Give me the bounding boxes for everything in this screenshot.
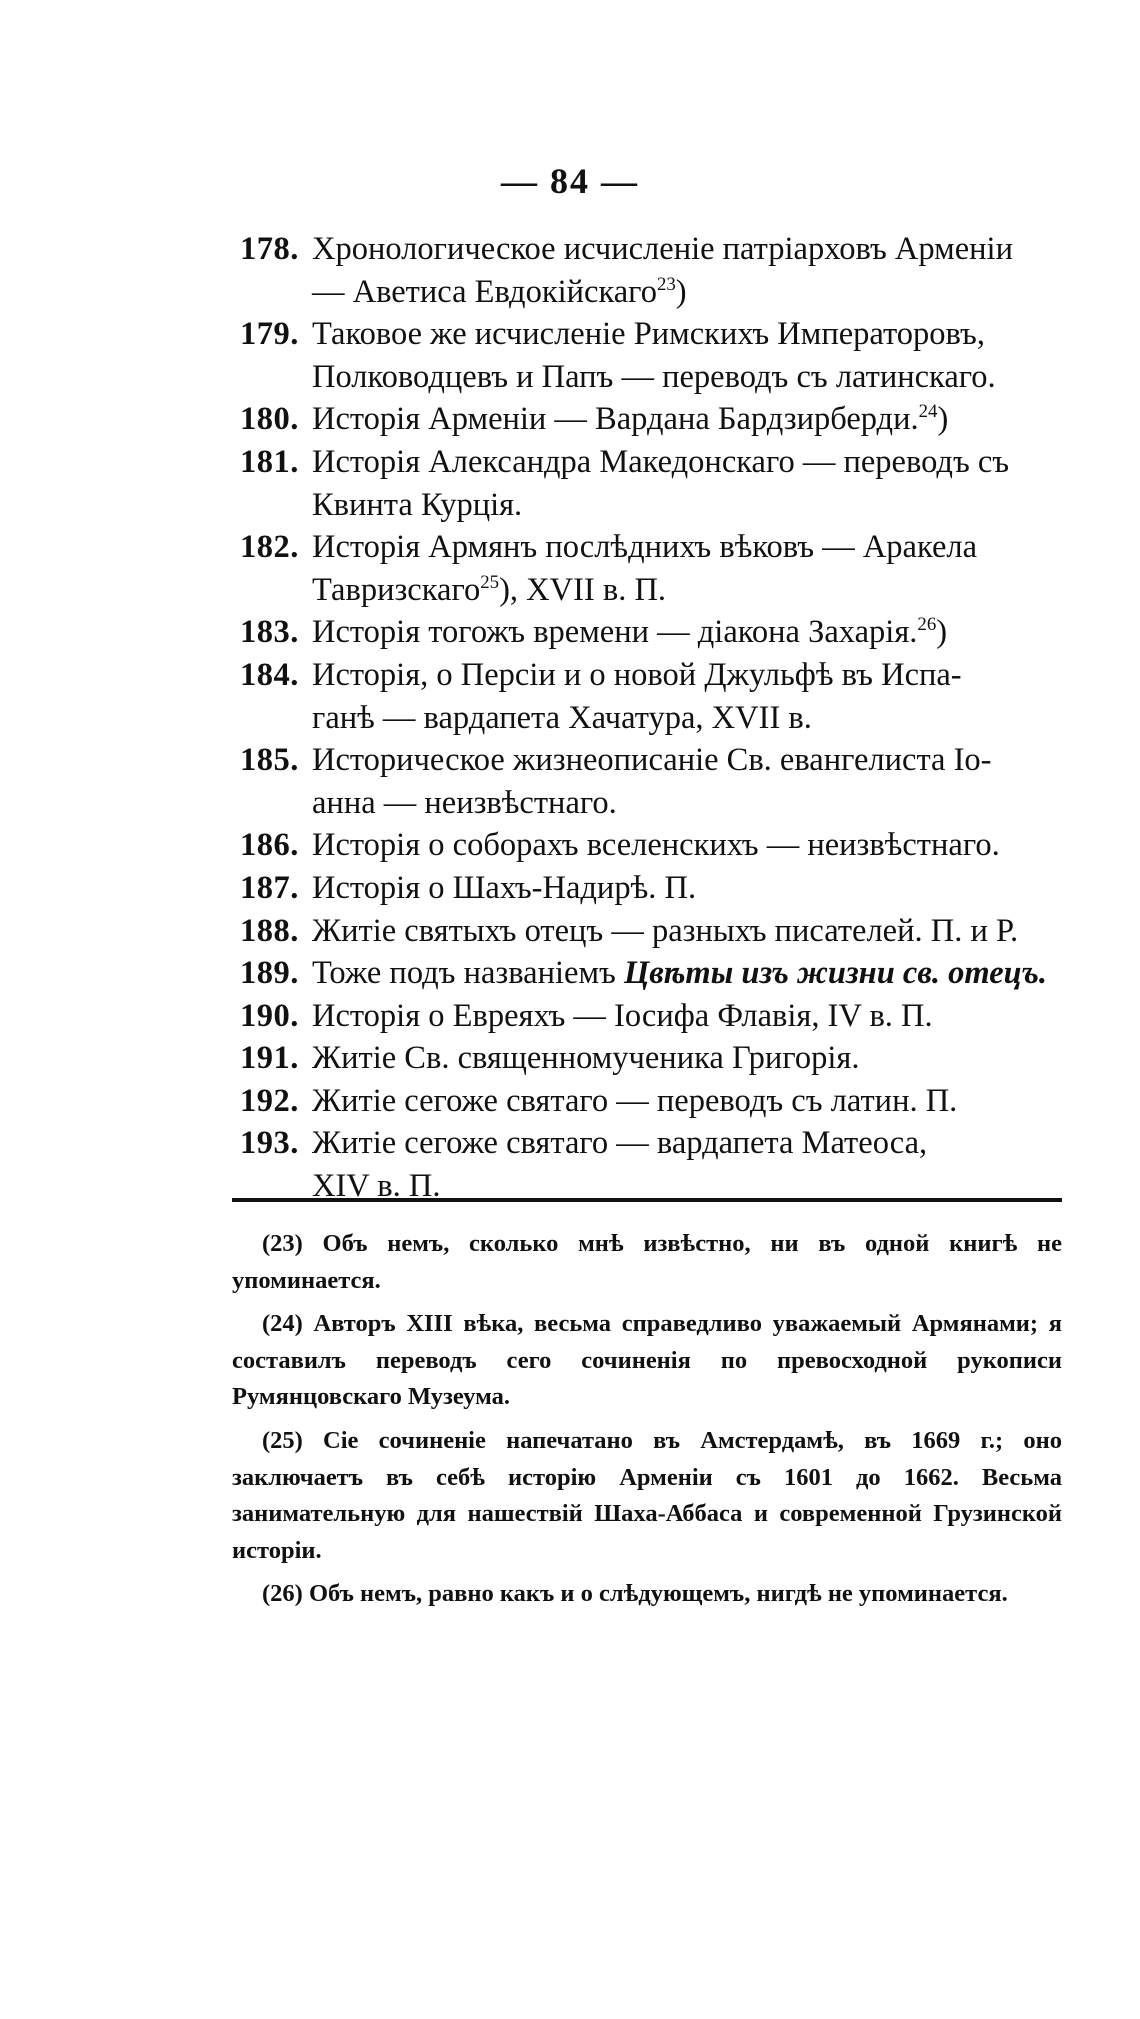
footnote-divider: [232, 1198, 1062, 1202]
entry-line-part: ): [937, 401, 949, 438]
entry-193: [240, 1122, 1070, 1207]
entry-line-continued: [312, 569, 1070, 612]
entry-text: [312, 611, 1070, 654]
entry-178: [240, 228, 1070, 313]
entry-number: 181.: [240, 443, 299, 480]
footnote-24: (24) Авторъ XIII вѣка, весьма справедливо уважаемый Армянами; я составилъ переводъ сего сочиненія по превосходной рукописи Румянцовскаго Музеума.: [232, 1310, 1062, 1411]
entry-line-part: ), XVII в. П.: [499, 571, 667, 608]
entry-line: Исторія Александра Македонскаго — переводъ съ: [312, 443, 1010, 480]
entry-text: Исторія о Евреяхъ — Іосифа Флавія, IV в. П.: [312, 997, 933, 1034]
entry-183: [240, 611, 1070, 654]
entry-number: 185.: [240, 742, 299, 779]
entry-192: [240, 1080, 1070, 1123]
catalog-entries: [240, 228, 1070, 1208]
entry-185: [240, 739, 1070, 824]
entry-text: [312, 313, 1070, 398]
entry-line: Исторія Армянъ послѣднихъ вѣковъ — Аракела: [312, 529, 978, 566]
entry-text: [312, 398, 1070, 441]
entry-line-part: Тавризскаго: [312, 571, 481, 608]
entry-line-continued: [312, 271, 1070, 314]
footnote-25: (25) Сіе сочиненіе напечатано въ Амстердамѣ, въ 1669 г.; оно заключаетъ въ себѣ исторію Арменіи съ 1601 до 1662. Весьма занимательную для нашествій Шаха-Аббаса и современной Грузинской исторіи.: [232, 1426, 1062, 1564]
entry-line-continued: Полководцевъ и Папъ — переводъ съ латинскаго.: [312, 358, 996, 395]
entry-186: [240, 824, 1070, 867]
entry-180: [240, 398, 1070, 441]
entry-184: [240, 654, 1070, 739]
entry-189: [240, 952, 1070, 995]
entry-line-part: ): [936, 614, 948, 651]
entry-text: [312, 1122, 1070, 1207]
entry-text: [312, 526, 1070, 611]
entry-text: Исторія о Шахъ-Надирѣ. П.: [312, 869, 697, 906]
entry-number: 187.: [240, 869, 299, 906]
entry-number: 179.: [240, 316, 299, 353]
entry-number: 190.: [240, 997, 299, 1034]
entry-number: 180.: [240, 401, 299, 438]
entry-187: [240, 867, 1070, 910]
entry-number: 184.: [240, 656, 299, 693]
entry-line-continued: XIV в. П.: [312, 1168, 441, 1205]
entry-text: Исторія о соборахъ вселенскихъ — неизвѣстнаго.: [312, 827, 1000, 864]
entry-182: [240, 526, 1070, 611]
entry-number: 182.: [240, 529, 299, 566]
entry-text: [312, 739, 1070, 824]
page-number: — 84 —: [501, 161, 639, 201]
entry-line-part: ): [675, 273, 687, 310]
entry-179: [240, 313, 1070, 398]
entry-line-part: — Аветиса Евдокійскаго: [312, 273, 657, 310]
entry-text: [312, 952, 1070, 995]
entry-number: 191.: [240, 1040, 299, 1077]
entry-number: 183.: [240, 614, 299, 651]
entry-number: 186.: [240, 827, 299, 864]
entry-188: [240, 910, 1070, 953]
entry-line: Тоже подъ названіемъ: [312, 955, 616, 992]
footnote-ref: 26: [917, 614, 937, 636]
entry-text: Житіе святыхъ отецъ — разныхъ писателей. П. и Р.: [312, 912, 1019, 949]
entry-line-continued: анна — неизвѣстнаго.: [312, 784, 617, 821]
entry-line-continued: ганѣ — вардапета Хачатура, XVII в.: [312, 699, 812, 736]
entry-number: 188.: [240, 912, 299, 949]
footnote-ref: 24: [918, 401, 938, 423]
entry-line: Хронологическое исчисленіе патріарховъ Арменіи: [312, 231, 1013, 267]
entry-line: Исторія тогожъ времени — діакона Захарія.: [312, 614, 918, 651]
entry-line: Таковое же исчисленіе Римскихъ Императоровъ,: [312, 316, 985, 353]
entry-number: 192.: [240, 1082, 299, 1119]
footnote-23: (23) Объ немъ, сколько мнѣ извѣстно, ни въ одной книгѣ не упоминается.: [232, 1230, 1062, 1294]
entry-line-continued: Квинта Курція.: [312, 486, 523, 523]
footnote-ref: 25: [480, 571, 500, 593]
entry-text: Житіе сегоже святаго — переводъ съ латин. П.: [312, 1082, 958, 1119]
entry-line: Исторія Арменіи — Вардана Бардзирберди.: [312, 401, 919, 438]
entry-text: Житіе Св. священномученика Григорія.: [312, 1040, 860, 1077]
entry-number: 193.: [240, 1125, 299, 1162]
footnote-ref: 23: [656, 273, 676, 295]
entry-181: [240, 441, 1070, 526]
entry-line: Житіе сегоже святаго — вардапета Матеоса,: [312, 1125, 928, 1162]
entry-190: [240, 995, 1070, 1038]
footnotes: [232, 1226, 1062, 1620]
entry-number: 189.: [240, 955, 299, 992]
entry-text: [312, 228, 1070, 313]
entry-line: Историческое жизнеописаніе Св. евангелиста Іо-: [312, 742, 992, 779]
entry-text: [312, 654, 1070, 739]
entry-line: Исторія, о Персіи и о новой Джульфѣ въ Испа-: [312, 656, 962, 693]
entry-italic-title: Цвѣты изъ жизни св. отецъ.: [623, 955, 1047, 992]
footnote-26: (26) Объ немъ, равно какъ и о слѣдующемъ, нигдѣ не упоминается.: [262, 1580, 1008, 1608]
entry-text: [312, 441, 1070, 526]
entry-number: 178.: [240, 231, 299, 267]
entry-191: [240, 1037, 1070, 1080]
